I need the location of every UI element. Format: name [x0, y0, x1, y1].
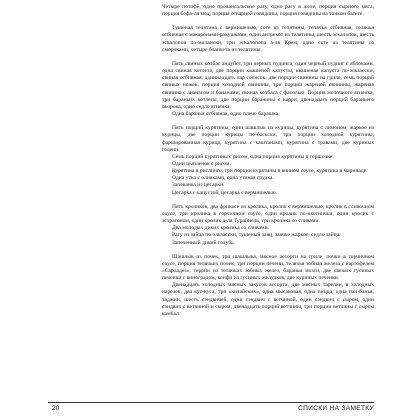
paragraph: Четыре потофё, одно провансальское рагу, одно рагу в желе, порция сырного мяса, порция бефа-ля мод, порция отварной говядины, порция говядины на тонком багете. — [162, 4, 374, 18]
body-text — [162, 4, 374, 318]
paragraph: Двенадцать холодных мясных закусок ассорти, две мясных тарелки, в холодных нарезок, два кус-куса, три «китайских», одна мысаковая, одна пицца, одна пан-банья, таджин, шесть сэндвичей, одни сэндвич с ветчиной, один сэндвич с сыром, одни сэндвич с ветчиной и сыром, двенадцать порций ветчины, три порции ветчины с сыром камбал. — [162, 282, 374, 317]
paragraph: Один цыпленок с рисом. — [172, 160, 231, 167]
paragraph: Семь порций курятины с рисом, одна порция курятины в горшочке. — [172, 153, 334, 160]
paragraph: Одна баранья отбивная, одно плечо барашка. — [172, 111, 280, 118]
paragraph: Одна утка с оливками, одна утиная грудка. — [172, 175, 274, 182]
paragraph: Два молодых диких кролика со сливами. — [172, 225, 269, 232]
paragraph: Запеканка из цесарки. — [172, 182, 225, 189]
running-title: СПИСКИ НА ЗАМЕТКУ — [298, 405, 374, 412]
paragraph: Цесарка с капустой, цесарка с вермишелью. — [172, 189, 278, 196]
paragraph: Пять свиных колбас андуйет, три черных пудинга, один черный пудинг с яблоками, одна свиная котлета, две порции квашеной капусты, квашеная капуста по-эльзасски, свиная отбивная, одиннадцать пар сосисок, две порции свинины на гриле, семь порций свиных ножек, порция холодной свинины, три порции жареной свинины, жареная свинина с ананасом и бананами, свиная колбаса с фасолью. Порция молочного ягненка, три бараньих котлеты, две порции баранины с карри, двенадцать порций бараньего окорока, одно седло ягненка. — [162, 60, 374, 110]
paragraph: Пять порций курятины, одни шашлык из курицы, курятина с лимоном, жаркое из курицы, две порции курицы по-баскски, три порции холодной курятины, фаршированная курица, курятина с каштанами, курятина с травами, две куриных голени. — [162, 125, 374, 153]
paragraph: Тушеная телятина с вермишелью, соте из телятины, телячья отбивная, телячья отбивная с макаронами-ракушками, один антрекот из телятины, шесть эскалопов, шесть эскалопов по-милански, три эскалопопа а-ля Крем, одно соте из телятины со сморчками, четыре бланкета из телятины. — [162, 25, 374, 53]
page-number: 20 — [52, 405, 60, 412]
paragraph: Курятина в рислинге, три порции курятины в винном соусе, курятина в маринаде. — [172, 168, 368, 175]
paragraph: Рагу из зайца по-эльзасски, тушеный заяц, заячье жаркое, седло зайца. — [172, 232, 341, 239]
paragraph: Пять кроликов, два фрикасе из кролика, кролик с вермишелью, кролик в сливочном соусе, три кролика в горчичном соусе, один кролик по-охотничьи, один кролик с эстрагоном, один кролик а-ля Турайнель, три кролика со сливами. — [162, 203, 374, 225]
paragraph: Запеченный дикий голубь. — [172, 239, 236, 246]
footer-divider — [48, 402, 374, 403]
paragraph: Шашлык из почек, три шашлыка, мясное ассорти на гриле, почки в горчичном соусе, порция телячьих почек, три порции печени, телячья зобная железа с картофелем «Сарладез», террин из телячьих зобных желез, бараньи мозги, две свежих гусиных печенки с виноградом, конфи из гусиных желудков, две куриных печенки. — [162, 253, 374, 282]
